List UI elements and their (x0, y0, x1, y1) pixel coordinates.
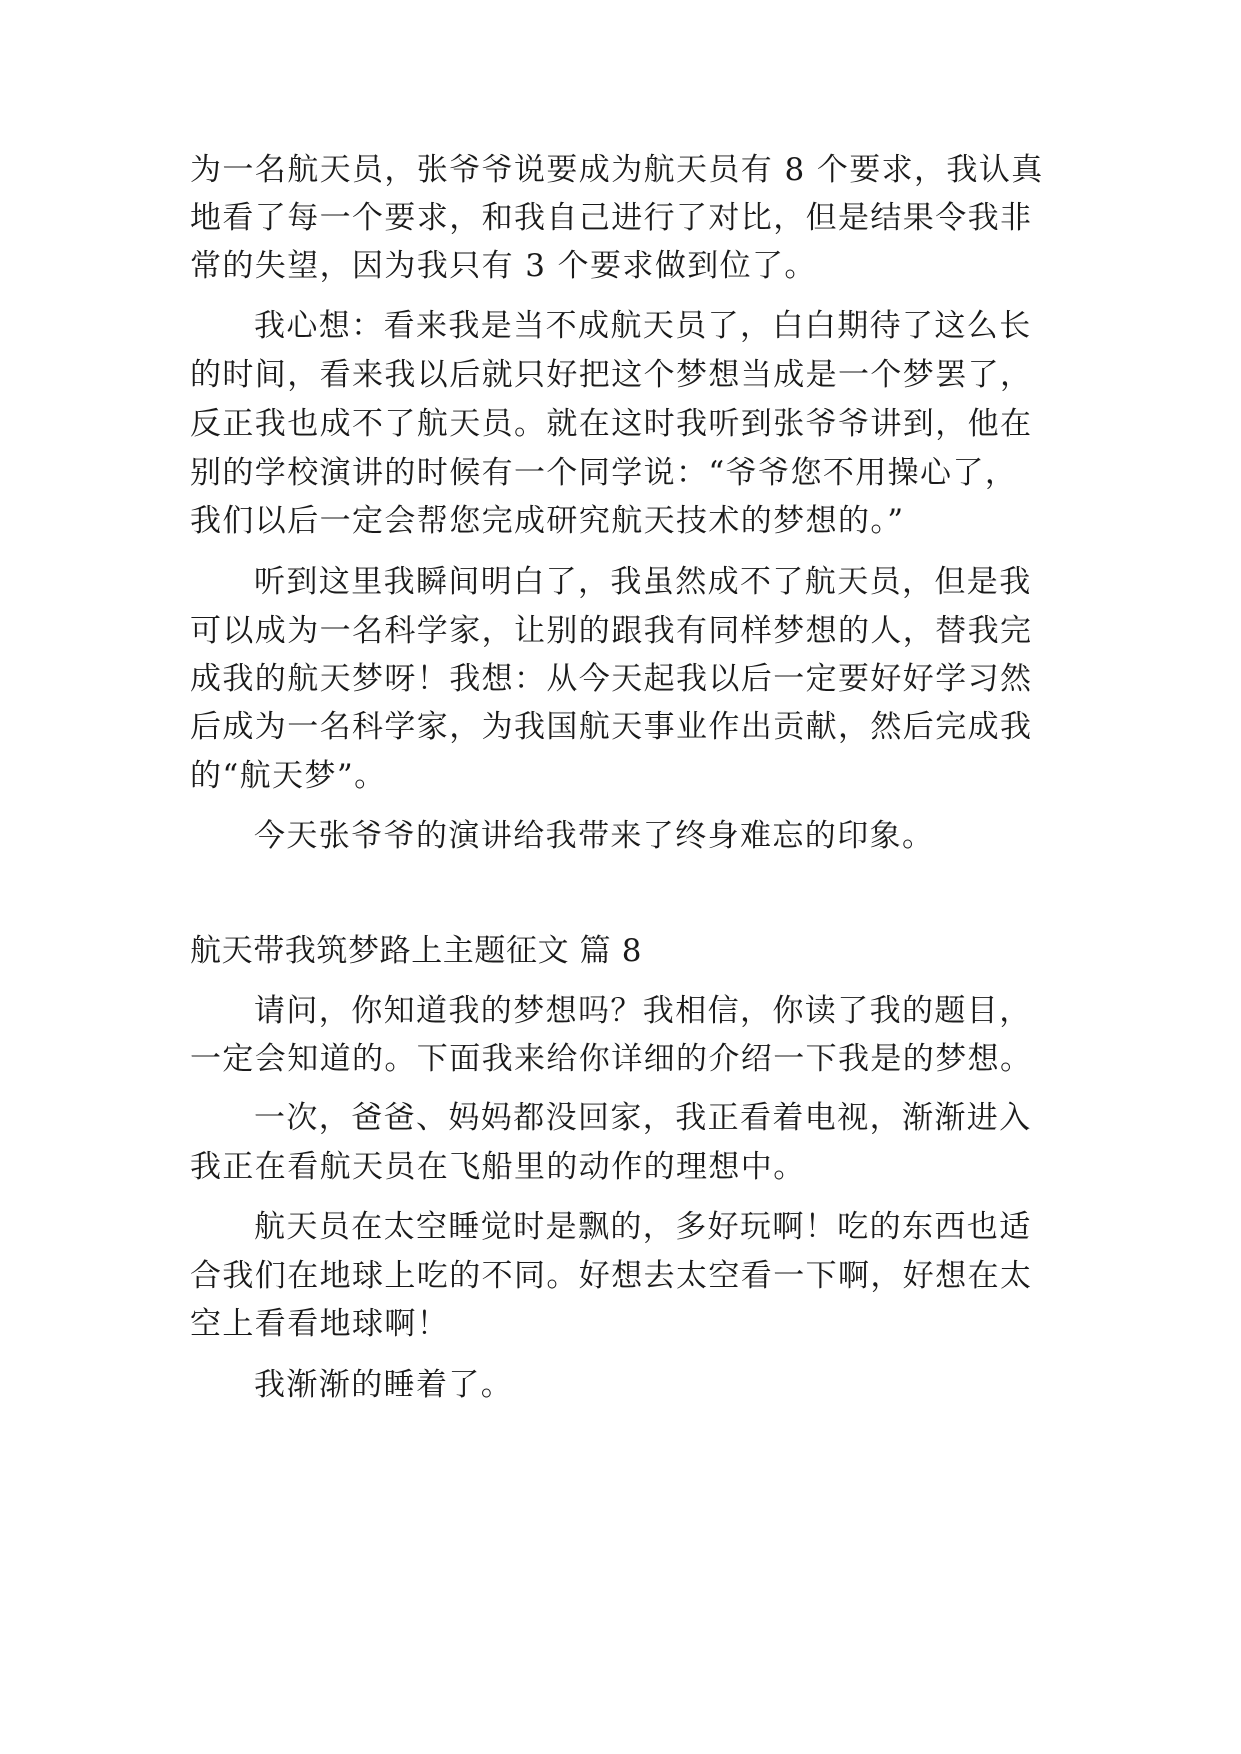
text-line: 我们以后一定会帮您完成研究航天技术的梦想的。” (190, 503, 905, 539)
section-heading: 航天带我筑梦路上主题征文 篇 8 (190, 933, 643, 969)
paragraph-start: 一次，爸爸、妈妈都没回家，我正看着电视，渐渐进入 (254, 1100, 1032, 1136)
text-line: 为一名航天员，张爷爷说要成为航天员有 8 个要求，我认真 (190, 152, 1044, 188)
text-line: 的“航天梦”。 (190, 758, 387, 794)
paragraph-start: 今天张爷爷的演讲给我带来了终身难忘的印象。 (254, 818, 935, 854)
text-line: 一定会知道的。下面我来给你详细的介绍一下我是的梦想。 (190, 1041, 1033, 1077)
paragraph-start: 我心想：看来我是当不成航天员了，白白期待了这么长 (254, 308, 1032, 344)
paragraph-start: 我渐渐的睡着了。 (254, 1367, 514, 1403)
text-line: 后成为一名科学家，为我国航天事业作出贡献，然后完成我 (190, 709, 1033, 745)
paragraph-start: 请问，你知道我的梦想吗？我相信，你读了我的题目， (254, 993, 1032, 1029)
text-line: 可以成为一名科学家，让别的跟我有同样梦想的人，替我完 (190, 613, 1033, 649)
text-line: 别的学校演讲的时候有一个同学说：“爷爷您不用操心了， (190, 455, 1018, 491)
text-line: 空上看看地球啊！ (190, 1306, 450, 1342)
text-line: 成我的航天梦呀！我想：从今天起我以后一定要好好学习然 (190, 661, 1033, 697)
text-line: 反正我也成不了航天员。就在这时我听到张爷爷讲到，他在 (190, 406, 1033, 442)
paragraph-start: 航天员在太空睡觉时是飘的，多好玩啊！吃的东西也适 (254, 1209, 1032, 1245)
text-line: 的时间，看来我以后就只好把这个梦想当成是一个梦罢了， (190, 357, 1033, 393)
paragraph-start: 听到这里我瞬间明白了，我虽然成不了航天员，但是我 (254, 564, 1032, 600)
text-line: 我正在看航天员在飞船里的动作的理想中。 (190, 1149, 806, 1185)
text-line: 合我们在地球上吃的不同。好想去太空看一下啊，好想在太 (190, 1258, 1033, 1294)
text-line: 地看了每一个要求，和我自己进行了对比，但是结果令我非 (190, 200, 1033, 236)
text-line: 常的失望，因为我只有 3 个要求做到位了。 (190, 248, 817, 284)
